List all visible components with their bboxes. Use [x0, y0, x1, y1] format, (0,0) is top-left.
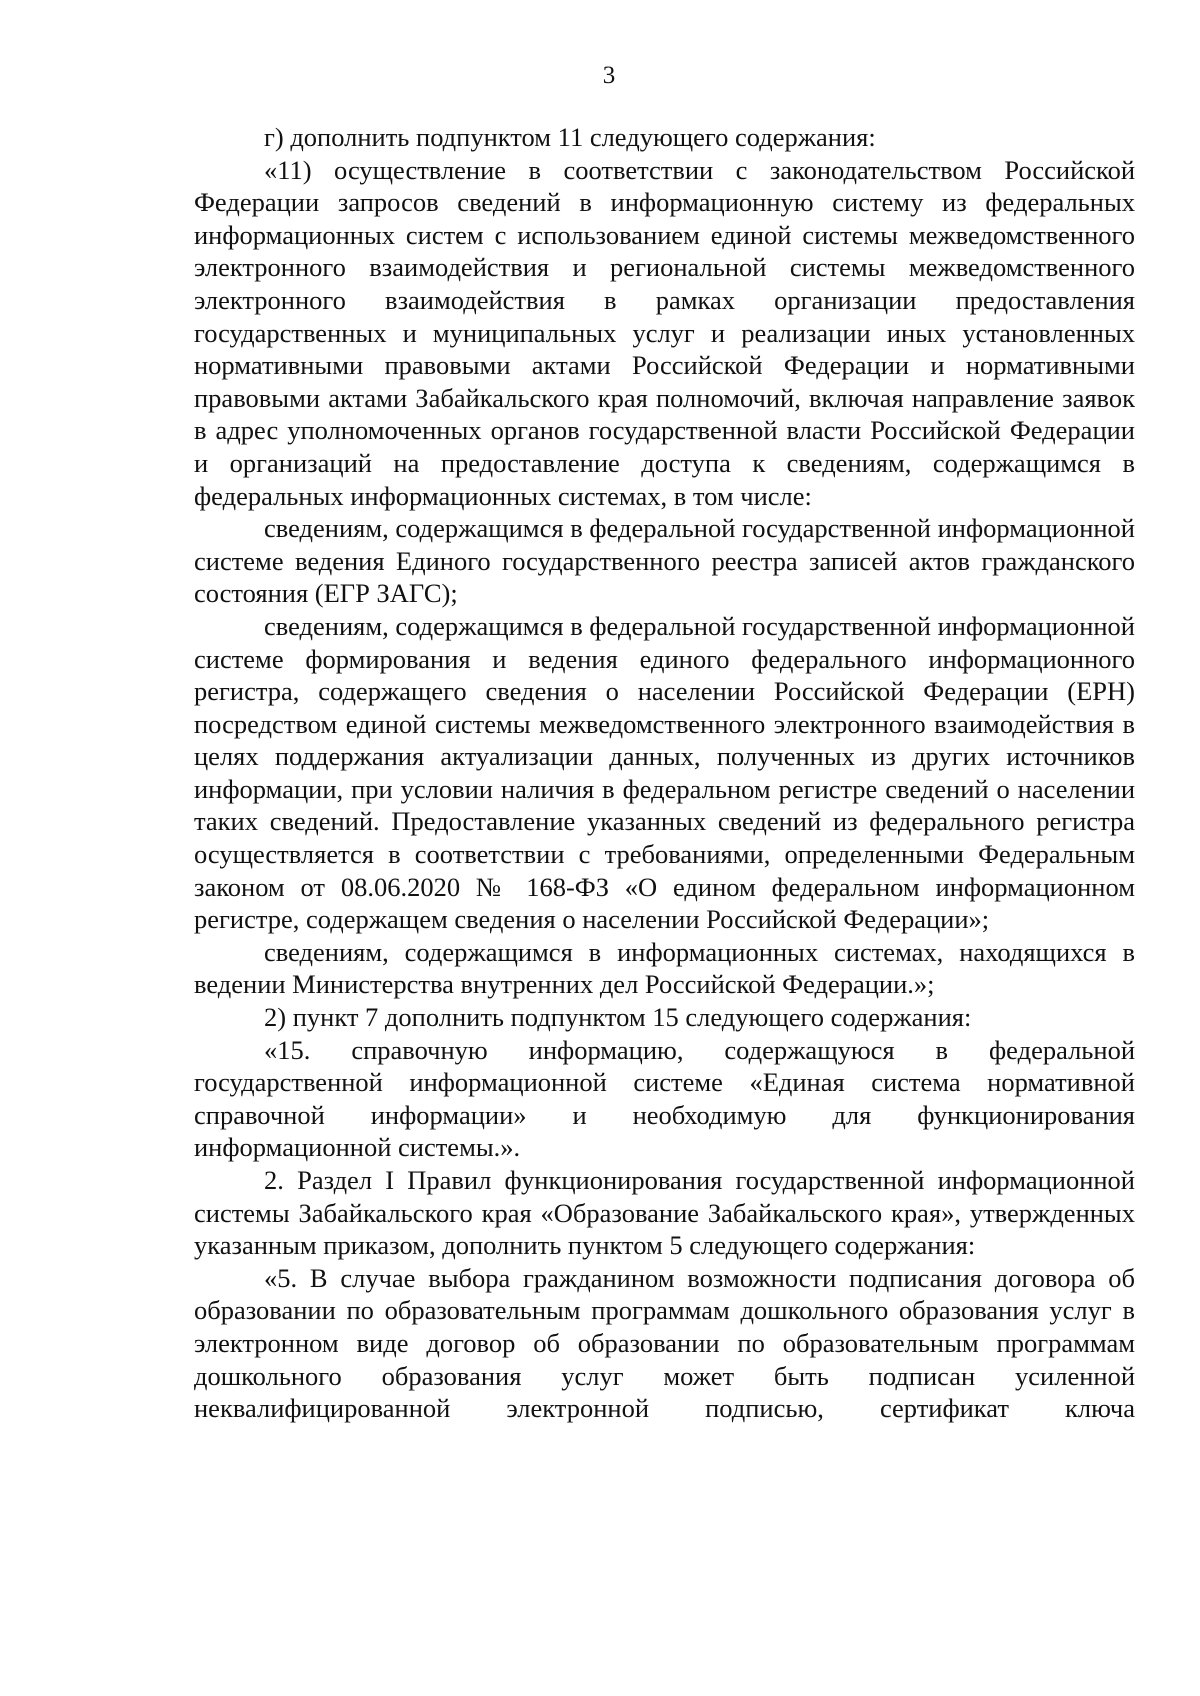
paragraph-egr-zags: сведениям, содержащимся в федеральной государственной информационной системе ведения Единого государственного реестра записей актов гражданского состояния (ЕГР ЗАГС); — [194, 513, 1135, 609]
paragraph-mvd: сведениям, содержащимся в информационных системах, находящихся в ведении Министерства внутренних дел Российской Федерации.»; — [194, 936, 1135, 1000]
page-number: 3 — [602, 62, 616, 89]
paragraph-subitem-11: «11) осуществление в соответствии с законодательством Российской Федерации запросов сведений в информационную систему из федеральных информационных систем с использованием единой системы межведомственного электронного взаимодействия и региональной системы межведомственного электронного взаимодействия в рамках организации предоставления государственных и муниципальных услуг и реализации иных установленных нормативными правовыми актами Российской Федерации и нормативными правовыми актами Забайкальского края полномочий, включая направление заявок в адрес уполномоченных органов государственной власти Российской Федерации и организаций на предоставление доступа к сведениям, содержащимся в федеральных информационных системах, в том числе: — [194, 154, 1135, 511]
paragraph-point-7: 2) пункт 7 дополнить подпунктом 15 следующего содержания: — [264, 1002, 972, 1033]
document-body — [194, 121, 1135, 1425]
paragraph-item-g: г) дополнить подпунктом 11 следующего содержания: — [264, 122, 876, 152]
paragraph-point-5: «5. В случае выбора гражданином возможности подписания договора об образовании по образовательным программам дошкольного образования услуг в электронном виде договор об образовании по образовательным программам дошкольного образования услуг может быть подписан усиленной неквалифицированной электронной подписью, сертификат ключа — [194, 1262, 1135, 1424]
paragraph-section-2: 2. Раздел I Правил функционирования государственной информационной системы Забайкальского края «Образование Забайкальского края», утвержденных указанным приказом, дополнить пунктом 5 следующего содержания: — [194, 1165, 1135, 1261]
paragraph-ern: сведениям, содержащимся в федеральной государственной информационной системе формирования и ведения единого федерального информационного регистра, содержащего сведения о населении Российской Федерации (ЕРН) посредством единой системы межведомственного электронного взаимодействия в целях поддержания актуализации данных, полученных из других источников информации, при условии наличия в федеральном регистре сведений о населении таких сведений. Предоставление указанных сведений из федерального регистра осуществляется в соответствии с требованиями, определенными Федеральным законом от 08.06.2020 № 168-ФЗ «О едином федеральном информационном регистре, содержащем сведения о населении Российской Федерации»; — [194, 610, 1135, 935]
paragraph-subitem-15: «15. справочную информацию, содержащуюся в федеральной государственной информационной системе «Единая система нормативной справочной информации» и необходимую для функционирования информационной системы.». — [194, 1034, 1135, 1163]
